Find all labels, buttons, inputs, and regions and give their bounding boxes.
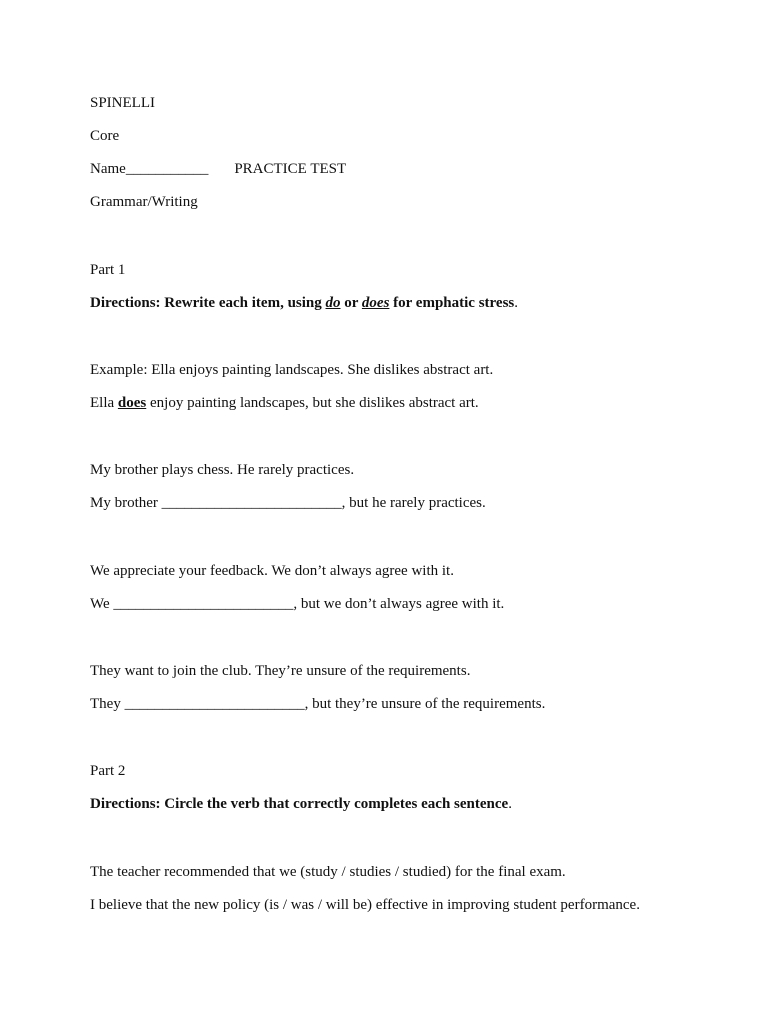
part1-directions-suffix: for emphatic stress bbox=[389, 295, 515, 311]
part1-directions-middle: or bbox=[340, 295, 362, 311]
test-title: PRACTICE TEST bbox=[234, 161, 347, 177]
part2-heading: Part 2 bbox=[90, 763, 126, 779]
name-label: Name___________ bbox=[90, 161, 209, 177]
item1-prompt: My brother plays chess. He rarely practices. bbox=[90, 462, 355, 478]
item1-answer-line: My brother ________________________, but he rarely practices. bbox=[90, 495, 486, 511]
item3-prompt: They want to join the club. They’re unsure of the requirements. bbox=[90, 663, 471, 679]
part2-directions bbox=[90, 795, 512, 813]
example-answer bbox=[90, 394, 479, 412]
part1-directions-end: . bbox=[514, 295, 518, 311]
item3-answer-line: They ________________________, but they’re unsure of the requirements. bbox=[90, 696, 546, 712]
name-line bbox=[90, 160, 346, 178]
teacher-name: SPINELLI bbox=[90, 95, 155, 111]
part2-item1: The teacher recommended that we (study / studies / studied) for the final exam. bbox=[90, 864, 566, 880]
part2-item2: I believe that the new policy (is / was / will be) effective in improving student performance. bbox=[90, 897, 640, 913]
item2-answer-line: We ________________________, but we don’t always agree with it. bbox=[90, 596, 505, 612]
example-prompt: Example: Ella enjoys painting landscapes. She dislikes abstract art. bbox=[90, 362, 494, 378]
example-answer-emphasis: does bbox=[117, 395, 147, 411]
part1-directions bbox=[90, 294, 518, 312]
subject-name: Grammar/Writing bbox=[90, 194, 198, 210]
part1-heading: Part 1 bbox=[90, 262, 126, 278]
part2-directions-end: . bbox=[508, 796, 512, 812]
part1-directions-word-do: do bbox=[325, 295, 341, 311]
part2-directions-bold: Directions: Circle the verb that correctly completes each sentence bbox=[90, 796, 509, 812]
item2-prompt: We appreciate your feedback. We don’t always agree with it. bbox=[90, 563, 454, 579]
course-name: Core bbox=[90, 128, 120, 144]
part1-directions-word-does: does bbox=[361, 295, 390, 311]
example-answer-after: enjoy painting landscapes, but she dislikes abstract art. bbox=[146, 395, 479, 411]
example-answer-before: Ella bbox=[90, 395, 118, 411]
part1-directions-prefix: Directions: Rewrite each item, using bbox=[90, 295, 326, 311]
